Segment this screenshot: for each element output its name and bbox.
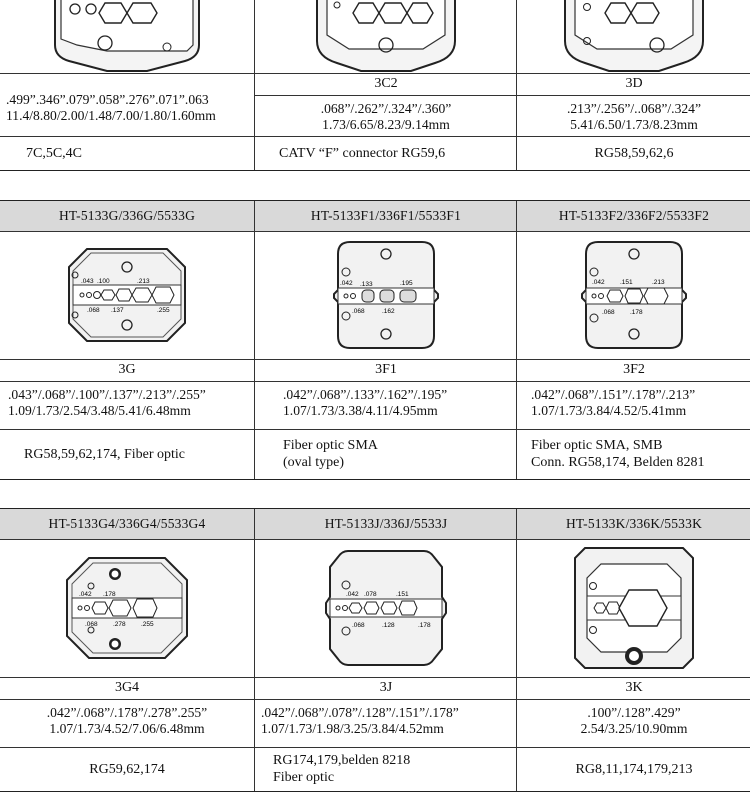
model-header: HT-5133F2/336F2/5533F2 [516,201,750,231]
header-row [0,201,750,231]
die-mark: .042 [79,591,92,598]
model-header: HT-5133G4/336G4/5533G4 [48,516,206,531]
model-header: HT-5133K/336K/5533K [516,509,750,539]
die-spec: .042”/.068”/.178”/.278”.255” 1.07/1.73/4.52/7.06/6.48mm [46,705,208,736]
die-label: 3G [118,362,136,377]
die-label: 3G4 [114,680,140,695]
die-image-cell [254,0,517,73]
spec-row [0,95,750,136]
die-mark: .068 [602,309,615,316]
die-mark: .178 [418,622,431,629]
die-usage: CATV “F” connector RG59,6 [254,136,541,170]
die-spec: .043”/.068”/.100”/.137”/.213”/.255” 1.09/1.73/2.54/3.48/5.41/6.48mm [8,387,206,418]
die-mark: .043 [81,278,94,285]
die-usage: 7C,5C,4C [26,145,83,161]
label-row [0,359,750,381]
die-label: 3F2 [516,359,750,381]
usage-row [0,747,750,791]
die-image-cell [516,0,750,73]
die-table-3 [0,508,750,792]
die-spec: .042”/.068”/.078”/.128”/.151”/.178” 1.07/1.73/1.98/3.25/3.84/4.52mm [254,699,523,747]
die-mark: .133 [360,281,373,288]
crimp-die-illustration [47,0,207,73]
usage-row [0,136,750,170]
model-header: HT-5133F1/336F1/5533F1 [254,201,517,231]
die-mark: .178 [103,591,116,598]
die-usage: RG174,179,belden 8218 Fiber optic [254,747,535,791]
crimp-die-illustration [571,544,697,672]
die-image-cell [254,539,517,677]
die-table-2 [0,200,750,480]
die-table-1 [0,0,750,171]
die-mark: .178 [630,309,643,316]
crimp-die-illustration [559,0,709,73]
image-row [0,539,750,677]
die-spec: .213”/.256”/..068”/.324” 5.41/6.50/1.73/8.23mm [516,95,750,136]
die-image-cell [516,539,750,677]
crimp-die-illustration [322,547,450,669]
crimp-die-illustration [311,0,461,73]
die-image-cell [0,231,254,359]
die-mark: .100 [97,278,110,285]
die-usage: Fiber optic SMA, SMB Conn. RG58,174, Belden 8281 [516,429,750,479]
die-mark: .042 [346,591,359,598]
crimp-die-illustration [63,554,191,662]
model-header: HT-5133G/336G/5533G [58,208,196,223]
die-spec: .042”/.068”/.151”/.178”/.213” 1.07/1.73/3.84/4.52/5.41mm [516,381,750,429]
die-label: 3C2 [254,73,517,95]
die-mark: .068 [352,622,365,629]
die-usage: RG58,59,62,174, Fiber optic [24,446,185,462]
die-usage: RG59,62,174 [89,761,165,777]
die-mark: .068 [85,621,98,628]
die-mark: .151 [620,279,633,286]
die-mark: .162 [382,308,395,315]
label-row [0,677,750,699]
crimp-die-illustration [65,245,189,345]
crimp-die-illustration [578,238,690,352]
die-mark: .255 [141,621,154,628]
die-mark: .195 [400,280,413,287]
image-row [0,231,750,359]
die-spec: .100”/.128”.429” 2.54/3.25/10.90mm [516,699,750,747]
usage-row [0,429,750,479]
die-mark: .278 [113,621,126,628]
die-usage: Fiber optic SMA (oval type) [254,429,545,479]
die-mark: .042 [340,280,353,287]
die-usage: RG8,11,174,179,213 [516,747,750,791]
die-mark: .078 [364,591,377,598]
header-row [0,509,750,539]
die-mark: .042 [592,279,605,286]
die-image-cell [0,0,254,73]
die-label: 3J [254,677,517,699]
model-header: HT-5133J/336J/5533J [254,509,517,539]
image-row [0,0,750,73]
die-mark: .151 [396,591,409,598]
die-spec: .042”/.068”/.133”/.162”/.195” 1.07/1.73/3.38/4.11/4.95mm [254,381,545,429]
die-mark: .128 [382,622,395,629]
die-mark: .213 [137,278,150,285]
die-mark: .068 [352,308,365,315]
die-spec: .499”.346”.079”.058”.276”.071”.063 11.4/8.80/2.00/1.48/7.00/1.80/1.60mm [6,92,216,123]
die-usage: RG58,59,62,6 [516,136,750,170]
die-mark: .068 [87,307,100,314]
die-spec: .068”/.262”/.324”/.360” 1.73/6.65/8.23/9.14mm [254,95,517,136]
spec-row [0,381,750,429]
die-label: 3K [516,677,750,699]
die-mark: .255 [157,307,170,314]
die-image-cell [516,231,750,359]
die-mark: .137 [111,307,124,314]
crimp-die-illustration [330,238,442,352]
die-image-cell [0,539,254,677]
die-mark: .213 [652,279,665,286]
spec-row [0,699,750,747]
die-label: 3F1 [254,359,517,381]
die-label: 3D [516,73,750,95]
die-image-cell [254,231,517,359]
